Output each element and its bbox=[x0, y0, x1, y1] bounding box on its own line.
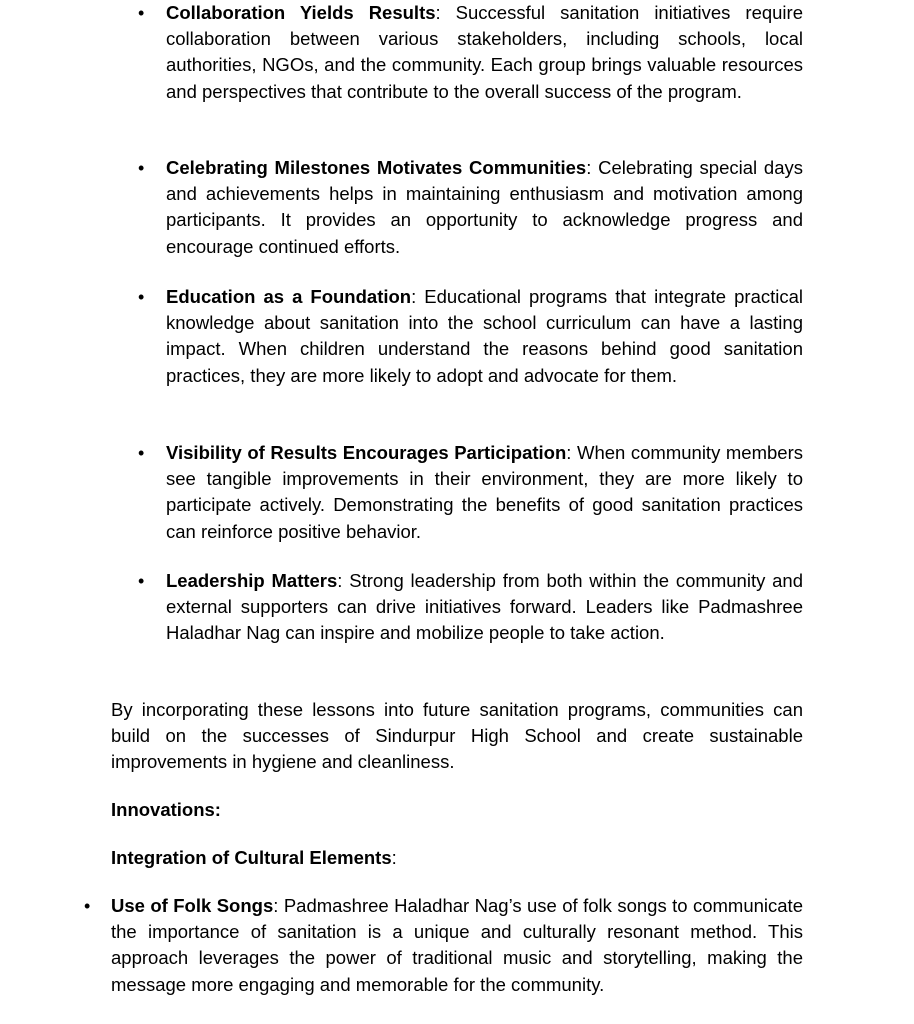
bullet-marker: • bbox=[138, 443, 145, 463]
list-item-term: Visibility of Results Encourages Participation bbox=[166, 442, 567, 463]
heading-cultural-elements bbox=[111, 845, 397, 871]
list-item-collaboration bbox=[166, 0, 803, 105]
list-item-education bbox=[166, 284, 803, 389]
list-item-term: Collaboration Yields Results bbox=[166, 2, 436, 23]
heading-colon: : bbox=[391, 847, 397, 868]
list-item-folk-songs bbox=[111, 893, 803, 998]
list-item-term: Use of Folk Songs bbox=[111, 895, 274, 916]
list-item-text: Celebrating special days and achievements helps in maintaining enthusiasm and motivation among participants. It provides an opportunity to acknowledge progress and encourage continued efforts. bbox=[166, 157, 803, 257]
term-separator: : bbox=[273, 895, 284, 916]
term-separator: : bbox=[586, 157, 599, 178]
bullet-marker: • bbox=[138, 158, 145, 178]
list-item-text: Educational programs that integrate practical knowledge about sanitation into the school curriculum can have a lasting impact. When children understand the reasons behind good sanitation practices, they are more likely to adopt and advocate for them. bbox=[166, 286, 804, 386]
heading-innovations: Innovations: bbox=[111, 799, 221, 820]
term-separator: : bbox=[337, 570, 350, 591]
list-item-term: Celebrating Milestones Motivates Communities bbox=[166, 157, 587, 178]
heading-cultural-text: Integration of Cultural Elements bbox=[111, 847, 392, 868]
term-separator: : bbox=[411, 286, 425, 307]
list-item-text: Padmashree Haladhar Nag’s use of folk songs to communicate the importance of sanitation is a unique and culturally resonant method. This approach leverages the power of traditional music and storytelling, making the message more engaging and memorable for the community. bbox=[111, 895, 803, 995]
term-separator: : bbox=[566, 442, 577, 463]
list-item-text: When community members see tangible improvements in their environment, they are more likely to participate actively. Demonstrating the benefits of good sanitation practices can reinforce positive behavior. bbox=[166, 442, 803, 542]
list-item-milestones bbox=[166, 155, 803, 260]
list-item-text: Strong leadership from both within the community and external supporters can drive initiatives forward. Leaders like Padmashree Haladhar Nag can inspire and mobilize people to take action. bbox=[166, 570, 803, 644]
list-item-term: Education as a Foundation bbox=[166, 286, 412, 307]
list-item-leadership bbox=[166, 568, 803, 647]
bullet-marker: • bbox=[138, 571, 145, 591]
list-item-text: Successful sanitation initiatives require collaboration between various stakeholders, including schools, local authorities, NGOs, and the community. Each group brings valuable resources and perspectives that contribute to the overall success of the program. bbox=[166, 2, 803, 102]
term-separator: : bbox=[435, 2, 456, 23]
list-item-visibility bbox=[166, 440, 803, 545]
bullet-marker: • bbox=[84, 896, 91, 916]
conclusion-paragraph: By incorporating these lessons into future sanitation programs, communities can build on the successes of Sindurpur High School and create sustainable improvements in hygiene and cleanliness. bbox=[111, 699, 803, 773]
bullet-marker: • bbox=[138, 287, 145, 307]
bullet-marker: • bbox=[138, 3, 145, 23]
list-item-term: Leadership Matters bbox=[166, 570, 338, 591]
